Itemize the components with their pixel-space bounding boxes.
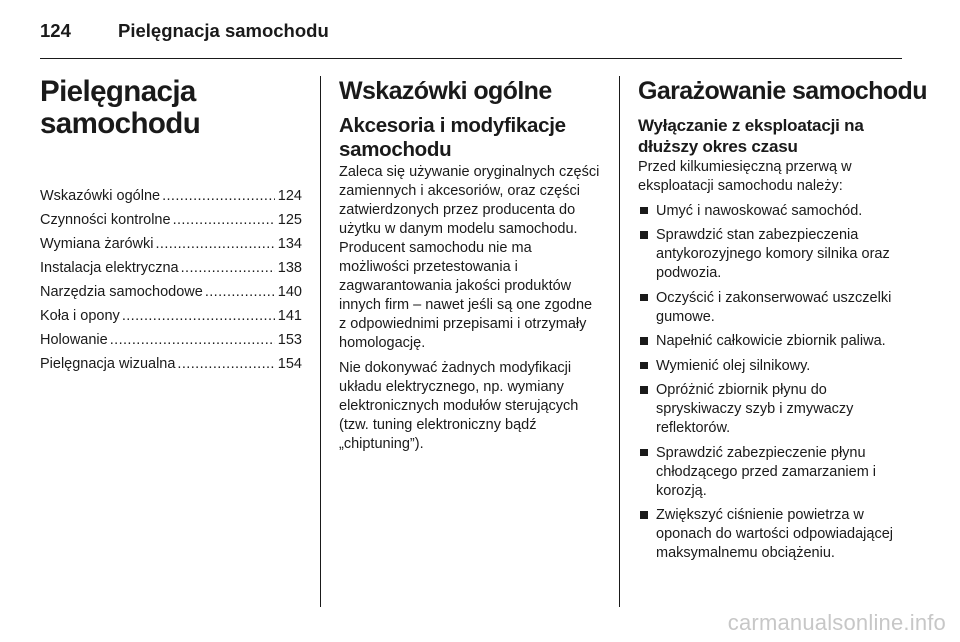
list-item-text: Napełnić całkowicie zbiornik paliwa. — [656, 333, 886, 349]
list-item-text: Opróżnić zbiornik płynu do spryskiwaczy szyb i zmywaczy reflektorów. — [656, 382, 854, 436]
toc-leader — [173, 208, 275, 232]
toc-label: Holowanie — [40, 332, 108, 348]
toc-entry-instalacja[interactable] — [40, 256, 302, 280]
toc-leader — [162, 184, 275, 208]
paragraph: Nie dokonywać żadnych modyfikacji układu elektrycznego, np. wymiany elektronicznych modułów sterujących (tzw. tuning elektroniczny bądź „chiptuning”). — [339, 360, 579, 452]
toc-label: Czynności kontrolne — [40, 212, 171, 228]
toc-entry-zarowki[interactable] — [40, 232, 302, 256]
list-item-text: Umyć i nawoskować samochód. — [656, 202, 863, 219]
section-title: Wskazówki ogólne — [339, 77, 552, 105]
list-item-text: Zwiększyć ciśnienie powietrza w oponach do wartości odpowiadającej maksymalnemu obciążeniu. — [656, 507, 893, 561]
watermark: carmanualsonline.info — [727, 610, 946, 635]
toc-page: 125 — [277, 212, 302, 228]
toc-entry-kola[interactable] — [40, 304, 302, 328]
list-item — [638, 357, 902, 376]
toc-page: 141 — [277, 308, 302, 324]
list-item-text: Wymienić olej silnikowy. — [656, 357, 811, 374]
section-title: Garażowanie samochodu — [638, 77, 927, 105]
chapter-title-line-1: Pielęgnacja — [40, 75, 196, 108]
list-item — [638, 381, 902, 438]
table-of-contents — [40, 184, 302, 376]
checklist — [638, 202, 902, 564]
bullet-square-icon — [640, 511, 648, 519]
toc-leader — [110, 328, 275, 352]
bullet-square-icon — [640, 362, 648, 370]
bullet-square-icon — [640, 337, 648, 345]
list-item-text: Sprawdzić stan zabezpieczenia antykorozyjnego komory silnika oraz podwozia. — [656, 227, 890, 281]
toc-label: Wskazówki ogólne — [40, 188, 161, 204]
toc-page: 140 — [277, 284, 302, 300]
toc-leader — [181, 256, 275, 280]
toc-entry-czynnosci[interactable] — [40, 208, 302, 232]
column-divider — [619, 76, 620, 607]
header-rule — [40, 58, 902, 59]
running-title: Pielęgnacja samochodu — [118, 20, 329, 41]
toc-leader — [205, 280, 275, 304]
page-header — [40, 17, 329, 45]
toc-leader — [177, 352, 274, 376]
bullet-square-icon — [640, 449, 648, 457]
bullet-square-icon — [640, 231, 648, 239]
bullet-square-icon — [640, 386, 648, 394]
chapter-title — [40, 76, 302, 140]
list-item — [638, 332, 902, 351]
column-storage — [638, 76, 927, 563]
subsection-title: Akcesoria i modyfikacje samochodu — [339, 114, 566, 161]
list-item — [638, 506, 902, 563]
toc-page: 124 — [277, 188, 302, 204]
column-contents — [40, 76, 302, 376]
list-item-text: Sprawdzić zabezpieczenie płynu chłodzącego przed zamarzaniem i korozją. — [656, 444, 877, 499]
toc-page: 134 — [277, 236, 302, 252]
toc-label: Wymiana żarówki — [40, 236, 154, 252]
toc-page: 154 — [277, 356, 302, 372]
list-item — [638, 226, 902, 283]
toc-page: 153 — [277, 332, 302, 348]
list-item — [638, 444, 902, 501]
intro-paragraph: Przed kilkumiesięczną przerwą w eksploatacji samochodu należy: — [638, 159, 852, 194]
page-number: 124 — [40, 20, 71, 41]
toc-page: 138 — [277, 260, 302, 276]
list-item-text: Oczyścić i zakonserwować uszczelki gumowe. — [656, 289, 892, 325]
toc-label: Narzędzia samochodowe — [40, 284, 203, 300]
bullet-square-icon — [640, 207, 648, 215]
bullet-square-icon — [640, 294, 648, 302]
toc-entry-narzedzia[interactable] — [40, 280, 302, 304]
column-general-advice — [339, 76, 602, 454]
list-item — [638, 202, 902, 221]
toc-label: Pielęgnacja wizualna — [40, 356, 176, 372]
column-divider — [320, 76, 321, 607]
list-item — [638, 289, 902, 327]
toc-label: Koła i opony — [40, 308, 120, 324]
paragraph: Zaleca się używanie oryginalnych części zamiennych i akcesoriów, oraz części zatwierdzonych przez producenta do użytku w danym modelu samochodu. Producent samochodu nie ma możliwości przetestowania i zagwarantowania jakości produktów innych firm – nawet jeśli są one zgodne z odpowiednimi przepisami i otrzymały homologację. — [339, 164, 600, 351]
toc-entry-holowanie[interactable] — [40, 328, 302, 352]
subsection-title: Wyłączanie z eksploatacji na dłuższy okres czasu — [638, 116, 864, 156]
toc-entry-pielegnacja[interactable] — [40, 352, 302, 376]
toc-leader — [122, 304, 275, 328]
toc-entry-wskazowki[interactable] — [40, 184, 302, 208]
toc-leader — [155, 232, 274, 256]
chapter-title-line-2: samochodu — [40, 107, 201, 140]
toc-label: Instalacja elektryczna — [40, 260, 179, 276]
